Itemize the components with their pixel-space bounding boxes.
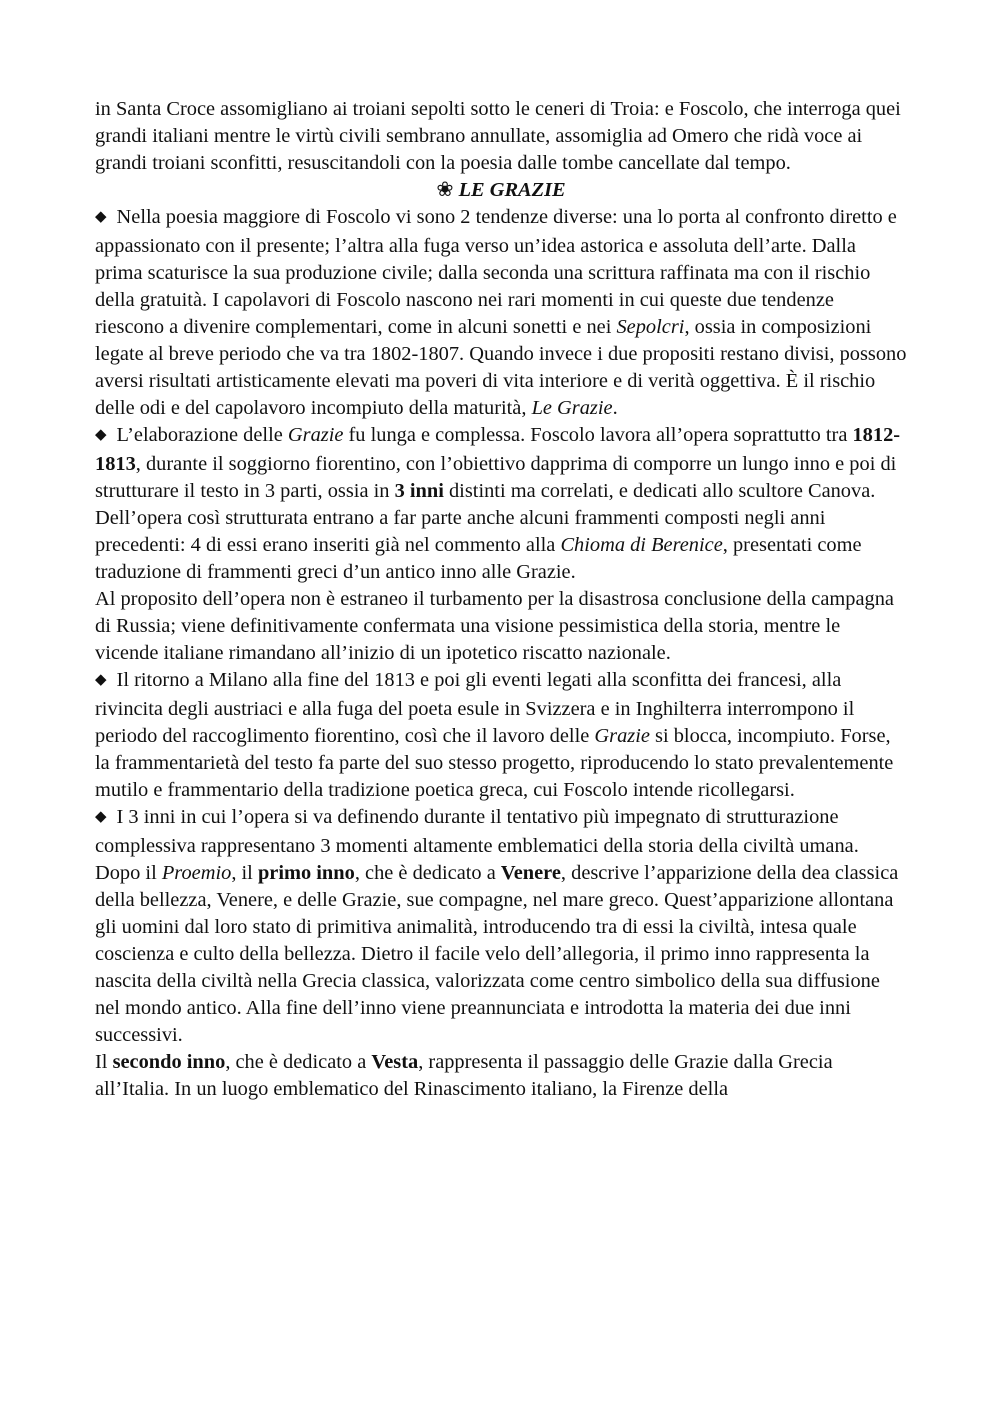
text-span: distinti ma correlati, e dedicati allo scultore Canova. Dell’opera così strutturata entrano a far parte anche alcuni frammenti composti negli anni precedenti: 4 di essi erano inseriti già nel commento alla	[95, 480, 876, 556]
text-span: Dopo il	[95, 862, 162, 884]
heading-title: LE GRAZIE	[458, 179, 566, 201]
text-span: L’elaborazione delle	[116, 424, 288, 446]
italic-span: Grazie	[287, 424, 344, 446]
text-span: Il ritorno a Milano alla fine del 1813 e poi gli eventi legati alla sconfitta dei francesi, alla rivincita degli austriaci e alla fuga del poeta esule in Svizzera e in Inghilterra interrompono il periodo del raccoglimento fiorentino, così che il lavoro delle	[95, 669, 855, 747]
text-span: in Santa Croce assomigliano ai troiani sepolti sotto le ceneri di Troia: e Foscolo, che interroga quei grandi italiani mentre le virtù civili sembrano annullate, assomiglia ad Omero che ridà voce ai grandi troiani sconfitti, resuscitandoli con la poesia dalle tombe cancellate dal tempo.	[95, 98, 901, 174]
bold-span: primo inno	[257, 862, 355, 884]
flower-icon: ❀	[436, 179, 454, 201]
section-heading	[95, 177, 907, 204]
italic-span: Proemio	[161, 862, 232, 884]
text-span: , che è dedicato a	[354, 862, 501, 884]
document-page	[95, 96, 907, 1103]
diamond-bullet-icon: ◆	[95, 809, 107, 825]
italic-span: Grazie	[594, 725, 650, 747]
paragraph-1	[95, 96, 907, 177]
bold-span: Venere	[500, 862, 561, 884]
text-span: , presentati come traduzione di frammenti greci d’un antico inno alle Grazie.	[95, 534, 862, 583]
bold-span: secondo inno	[112, 1051, 226, 1073]
text-span: si blocca, incompiuto. Forse, la frammentarietà del testo fa parte del suo stesso progetto, riproducendo lo stato prevalentemente mutilo e frammentario della tradizione poetica greca, cui Foscolo intende ricollegarsi.	[95, 725, 894, 801]
text-span: , che è dedicato a	[225, 1051, 372, 1073]
text-span: , durante il soggiorno fiorentino, con l’obiettivo dapprima di comporre un lungo inno e poi di strutturare il testo in 3 parti, ossia in	[95, 453, 897, 502]
text-span: .	[612, 397, 618, 419]
paragraph-6	[95, 804, 907, 860]
paragraph-3	[95, 422, 907, 586]
text-span: Nella poesia maggiore di Foscolo vi sono 2 tendenze diverse: una lo porta al confronto diretto e appassionato con il presente; l’altra alla fuga verso un’idea astorica e assoluta dell’arte. Dalla prima scaturisce la sua produzione civile; dalla seconda una scrittura raffinata ma con il rischio della gratuità. I capolavori di Foscolo nascono nei rari momenti in cui queste due tendenze riescono a divenire complementari, come in alcuni sonetti e nei	[95, 206, 897, 338]
text-span: , il	[231, 862, 258, 884]
paragraph-2	[95, 204, 907, 422]
text-span: , ossia in composizioni legate al breve periodo che va tra 1802-1807. Quando invece i due propositi restano divisi, possono aversi risultati artisticamente elevati ma poveri di vita interiore e di verità oggettiva. È il rischio delle odi e del capolavoro incompiuto della maturità,	[95, 316, 907, 419]
text-span: fu lunga e complessa. Foscolo lavora all’opera soprattutto tra	[343, 424, 853, 446]
italic-span: Sepolcri	[616, 316, 685, 338]
text-span: Il	[95, 1051, 113, 1073]
diamond-bullet-icon: ◆	[95, 209, 107, 225]
paragraph-7	[95, 860, 907, 1049]
paragraph-8	[95, 1049, 907, 1103]
italic-span: Chioma di Berenice	[560, 534, 723, 556]
text-span: I 3 inni in cui l’opera si va definendo durante il tentativo più impegnato di strutturazione complessiva rappresentano 3 momenti altamente emblematici della storia della civiltà umana.	[95, 806, 859, 857]
italic-span: Le Grazie	[531, 397, 613, 419]
text-span: Al proposito dell’opera non è estraneo il turbamento per la disastrosa conclusione della campagna di Russia; viene definitivamente confermata una visione pessimistica della storia, mentre le vicende italiane rimandano all’inizio di un ipotetico riscatto nazionale.	[95, 588, 894, 664]
bold-span: 3 inni	[394, 480, 444, 502]
text-span: , rappresenta il passaggio delle Grazie dalla Grecia all’Italia. In un luogo emblematico del Rinascimento italiano, la Firenze della	[95, 1051, 833, 1100]
paragraph-5	[95, 667, 907, 804]
bold-span: Vesta	[371, 1051, 419, 1073]
paragraph-4	[95, 586, 907, 667]
text-span: , descrive l’apparizione della dea classica della bellezza, Venere, e delle Grazie, sue compagne, nel mare greco. Quest’apparizione allontana gli uomini dal loro stato di primitiva animalità, introducendo tra di essi la civiltà, intesa quale coscienza e culto della bellezza. Dietro il facile velo dell’allegoria, il primo inno rappresenta la nascita della civiltà nella Grecia classica, valorizzata come centro simbolico della sua diffusione nel mondo antico. Alla fine dell’inno viene preannunciata e introdotta la materia dei due inni successivi.	[95, 862, 899, 1046]
diamond-bullet-icon: ◆	[95, 672, 107, 688]
bold-span: 1812-1813	[95, 424, 901, 475]
diamond-bullet-icon: ◆	[95, 427, 107, 443]
